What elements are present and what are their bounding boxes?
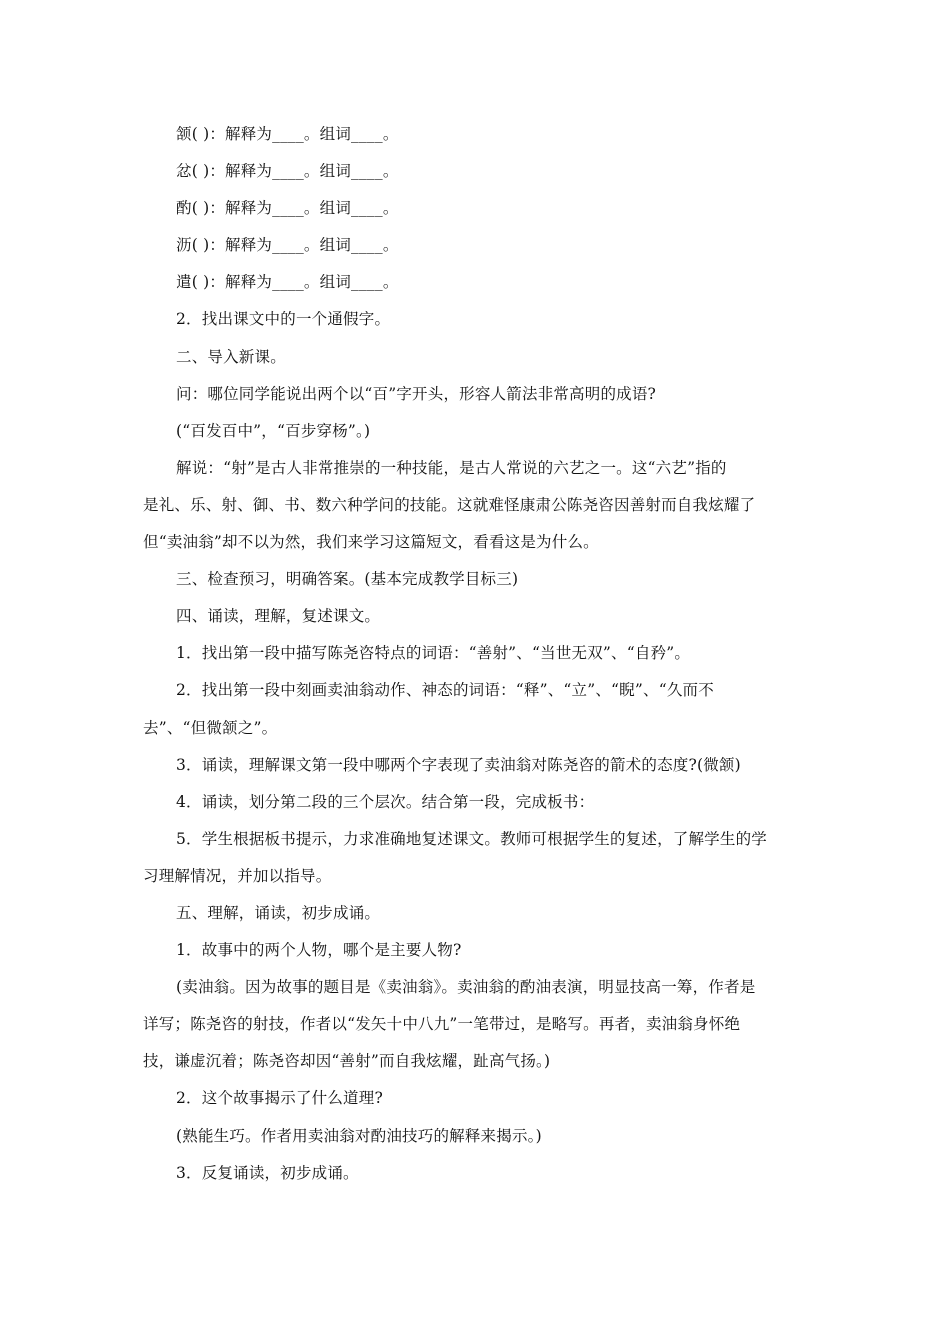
- text-line: 技，谦虚沉着；陈尧咨却因“善射”而自我炫耀，趾高气扬。): [143, 1052, 551, 1071]
- text-line: 去”、“但微颔之”。: [143, 718, 278, 737]
- text-line: 三、检查预习，明确答案。(基本完成教学目标三): [176, 570, 519, 589]
- text-line: 五、理解，诵读，初步成诵。: [176, 903, 381, 922]
- text-line: 4．诵读，划分第二段的三个层次。结合第一段，完成板书：: [176, 792, 595, 811]
- text-line: 5．学生根据板书提示，力求准确地复述课文。教师可根据学生的复述，了解学生的学: [176, 829, 767, 848]
- text-line: 二、导入新课。: [176, 347, 286, 366]
- text-line: 四、诵读，理解，复述课文。: [176, 607, 381, 626]
- text-line: 是礼、乐、射、御、书、数六种学问的技能。这就难怪康肃公陈尧咨因善射而自我炫耀了: [143, 495, 756, 514]
- text-line: 习理解情况，并加以指导。: [143, 866, 332, 885]
- text-line: 解说：“射”是古人非常推崇的一种技能，是古人常说的六艺之一。这“六艺”指的: [176, 458, 727, 477]
- text-line: 沥( )：解释为____。组词____。: [176, 236, 399, 255]
- text-line: 2．找出课文中的一个通假字。: [176, 310, 391, 329]
- text-line: 问：哪位同学能说出两个以“百”字开头，形容人箭法非常高明的成语?: [176, 384, 657, 403]
- text-line: 遣( )：解释为____。组词____。: [176, 273, 399, 292]
- text-line: 1．故事中的两个人物，哪个是主要人物?: [176, 941, 462, 960]
- text-line: (卖油翁。因为故事的题目是《卖油翁》。卖油翁的酌油表演，明显技高一筹，作者是: [176, 978, 756, 997]
- text-line: (“百发百中”，“百步穿杨”。): [176, 421, 371, 440]
- text-line: 3．诵读，理解课文第一段中哪两个字表现了卖油翁对陈尧咨的箭术的态度?(微颔): [176, 755, 741, 774]
- document-body: [143, 116, 807, 1192]
- text-line: 忿( )：解释为____。组词____。: [176, 162, 399, 181]
- text-line: 3．反复诵读，初步成诵。: [176, 1163, 359, 1182]
- text-line: (熟能生巧。作者用卖油翁对酌油技巧的解释来揭示。): [176, 1126, 542, 1145]
- text-line: 2．这个故事揭示了什么道理?: [176, 1089, 383, 1108]
- text-line: 颔( )：解释为____。组词____。: [176, 125, 399, 143]
- text-line: 酌( )：解释为____。组词____。: [176, 199, 399, 218]
- text-line: 2．找出第一段中刻画卖油翁动作、神态的词语：“释”、“立”、“睨”、“久而不: [176, 681, 714, 700]
- text-line: 但“卖油翁”却不以为然，我们来学习这篇短文，看看这是为什么。: [143, 533, 599, 552]
- text-line: 1．找出第一段中描写陈尧咨特点的词语：“善射”、“当世无双”、“自矜”。: [176, 644, 691, 663]
- text-line: 详写；陈尧咨的射技，作者以“发矢十中八九”一笔带过，是略写。再者，卖油翁身怀绝: [143, 1015, 741, 1034]
